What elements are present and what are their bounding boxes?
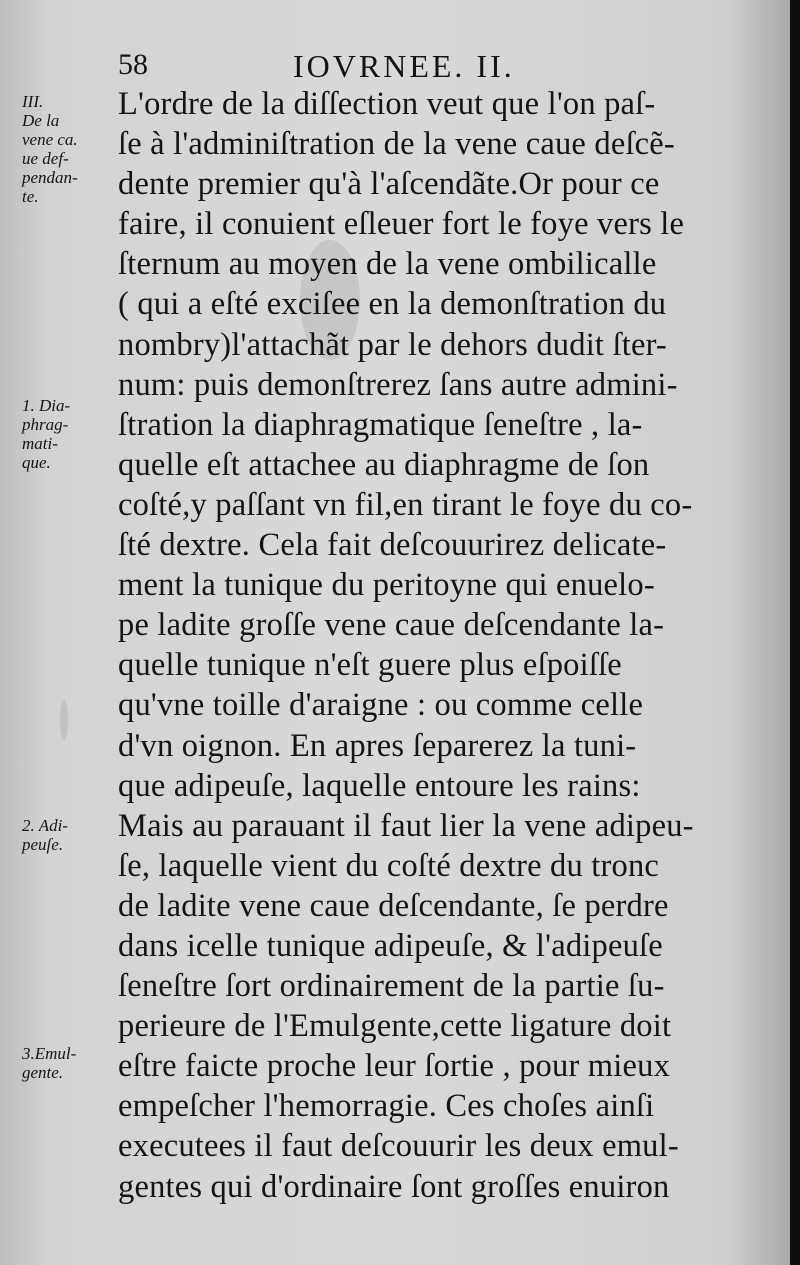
- margin-note-line: te.: [22, 187, 39, 206]
- page-edge-shadow: [790, 0, 800, 1265]
- text-line: qu'vne toille d'araigne : ou comme celle: [118, 687, 644, 724]
- margin-note-line: gente.: [22, 1063, 64, 1082]
- margin-note-line: vene ca.: [22, 130, 78, 149]
- text-line: ſternum au moyen de la vene ombilicalle: [118, 246, 657, 283]
- text-line: coſté,y paſſant vn fil,en tirant le foye du co-: [118, 486, 693, 523]
- margin-note: [22, 1044, 112, 1082]
- text-line: ſté dextre. Cela fait deſcouurirez delicate-: [118, 527, 667, 564]
- text-line: quelle tunique n'eſt guere plus eſpoiſſe: [118, 647, 622, 684]
- margin-note-line: phrag-: [22, 415, 69, 434]
- text-line: ment la tunique du peritoyne qui enuelo-: [118, 567, 655, 604]
- margin-note-line: que.: [22, 453, 51, 472]
- margin-note-line: De la: [22, 111, 60, 130]
- body-text: [118, 84, 738, 1207]
- margin-note: [22, 396, 112, 472]
- text-line: gentes qui d'ordinaire ſont groſſes enuiron: [118, 1168, 670, 1205]
- text-line: Mais au parauant il faut lier la vene adipeu-: [118, 807, 694, 844]
- text-line: quelle eſt attachee au diaphragme de ſon: [118, 446, 650, 483]
- text-line: L'ordre de la diſſection veut que l'on paſ-: [118, 86, 656, 122]
- margin-note: [22, 92, 112, 206]
- text-line: ſe, laquelle vient du coſté dextre du tronc: [118, 847, 660, 884]
- margin-note-line: peuſe.: [22, 835, 64, 854]
- text-line: nombry)l'attachãt par le dehors dudit ſter-: [118, 326, 667, 363]
- text-line: pe ladite groſſe vene caue deſcendante la-: [118, 607, 665, 644]
- ink-mark: [60, 700, 68, 740]
- text-line: d'vn oignon. En apres ſeparerez la tuni-: [118, 727, 637, 764]
- margin-note-line: 2. Adi-: [22, 816, 68, 835]
- text-line: ( qui a eſté exciſee en la demonſtration du: [118, 286, 667, 323]
- text-line: num: puis demonſtrerez ſans autre admini-: [118, 366, 678, 403]
- text-line: dans icelle tunique adipeuſe, & l'adipeuſe: [118, 927, 663, 964]
- text-line: de ladite vene caue deſcendante, ſe perdre: [118, 887, 669, 924]
- text-line: ſe à l'adminiſtration de la vene caue deſcẽ-: [118, 126, 675, 163]
- page-header: [118, 48, 658, 88]
- page-number: 58: [118, 48, 148, 81]
- text-line: ſtration la diaphragmatique ſeneſtre , la-: [118, 406, 643, 443]
- margin-note-line: mati-: [22, 434, 58, 453]
- text-line: empeſcher l'hemorragie. Ces choſes ainſi: [118, 1088, 655, 1125]
- margin-note: [22, 816, 112, 854]
- margin-note-line: III.: [22, 92, 44, 111]
- text-line: perieure de l'Emulgente,cette ligature doit: [118, 1008, 672, 1045]
- running-title: IOVRNEE. II.: [293, 48, 515, 84]
- text-line: dente premier qu'à l'aſcendãte.Or pour ce: [118, 166, 660, 203]
- text-line: faire, il conuient eſleuer fort le foye vers le: [118, 206, 685, 243]
- text-line: que adipeuſe, laquelle entoure les rains:: [118, 767, 641, 804]
- margin-note-line: pendan-: [22, 168, 78, 187]
- text-line: eſtre faicte proche leur ſortie , pour mieux: [118, 1048, 671, 1085]
- text-line: executees il faut deſcouurir les deux emul-: [118, 1128, 679, 1165]
- text-line: ſeneſtre ſort ordinairement de la partie ſu-: [118, 968, 665, 1005]
- margin-note-line: 1. Dia-: [22, 396, 71, 415]
- margin-note-line: 3.Emul-: [22, 1044, 77, 1063]
- margin-note-line: ue def-: [22, 149, 69, 168]
